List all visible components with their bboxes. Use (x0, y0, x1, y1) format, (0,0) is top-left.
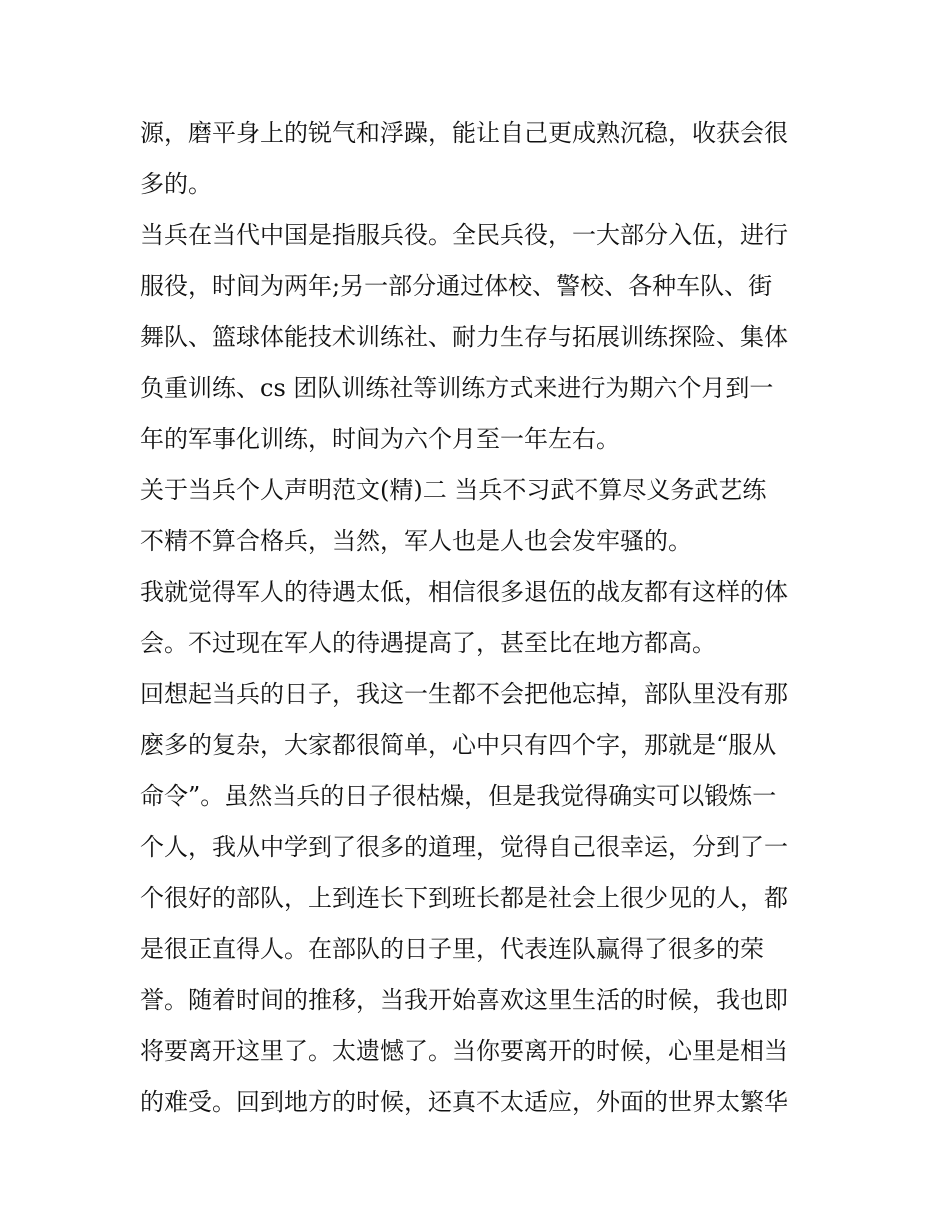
text-line: 个人，我从中学到了很多的道理，觉得自己很幸运，分到了一 (140, 833, 788, 861)
text-line: 源，磨平身上的锐气和浮躁，能让自己更成熟沉稳，收获会很 (140, 119, 788, 147)
text-line: 年的军事化训练，时间为六个月至一年左右。 (140, 425, 620, 453)
text-line: 服役，时间为两年;另一部分通过体校、警校、各种车队、街 (140, 272, 773, 300)
text-line: 誉。随着时间的推移，当我开始喜欢这里生活的时候，我也即 (140, 986, 788, 1014)
text-line: 舞队、篮球体能技术训练社、耐力生存与拓展训练探险、集体 (140, 323, 788, 351)
document-body (140, 108, 820, 1128)
text-line: 的难受。回到地方的时候，还真不太适应，外面的世界太繁华 (140, 1088, 788, 1116)
text-line: 麽多的复杂，大家都很简单，心中只有四个字，那就是“服从 (140, 731, 777, 759)
text-line: 将要离开这里了。太遗憾了。当你要离开的时候，心里是相当 (140, 1037, 788, 1065)
text-line: 我就觉得军人的待遇太低，相信很多退伍的战友都有这样的体 (140, 578, 788, 606)
text-line: 是很正直得人。在部队的日子里，代表连队赢得了很多的荣 (140, 935, 764, 963)
text-line: 负重训练、cs 团队训练社等训练方式来进行为期六个月到一 (140, 374, 774, 402)
text-line: 当兵在当代中国是指服兵役。全民兵役，一大部分入伍，进行 (140, 221, 788, 249)
text-line: 会。不过现在军人的待遇提高了，甚至比在地方都高。 (140, 629, 716, 657)
text-line: 个很好的部队，上到连长下到班长都是社会上很少见的人，都 (140, 884, 788, 912)
text-line: 不精不算合格兵，当然，军人也是人也会发牢骚的。 (140, 527, 692, 555)
text-line: 回想起当兵的日子，我这一生都不会把他忘掉，部队里没有那 (140, 680, 788, 708)
text-line: 命令”。虽然当兵的日子很枯燥，但是我觉得确实可以锻炼一 (140, 782, 777, 810)
text-line: 关于当兵个人声明范文(精)二 当兵不习武不算尽义务武艺练 (140, 476, 767, 504)
text-line: 多的。 (140, 170, 212, 198)
